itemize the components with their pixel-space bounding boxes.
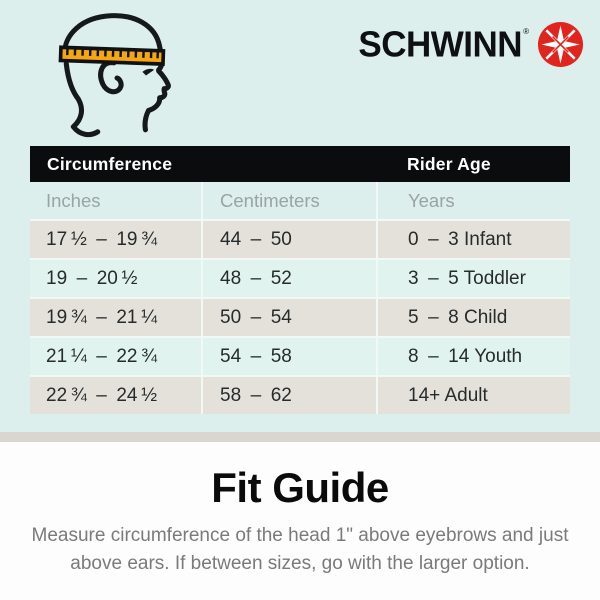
fit-guide-title: Fit Guide xyxy=(211,464,389,511)
inches-value: 19 – 20 ½ xyxy=(30,260,201,297)
centimeters-value: 50 – 54 xyxy=(203,299,376,336)
inches-value: 17 ½ – 19 ¾ xyxy=(30,221,201,258)
size-table xyxy=(30,146,570,414)
table-row xyxy=(30,260,570,297)
table-row xyxy=(30,221,570,258)
column-header-rider-age: Rider Age xyxy=(407,154,491,174)
age-value: 14+ Adult xyxy=(378,377,570,414)
measuring-tape-icon xyxy=(60,47,163,64)
head-measurement-icon xyxy=(56,10,174,144)
centimeters-value: 58 – 62 xyxy=(203,377,376,414)
registered-trademark: ® xyxy=(523,27,529,36)
fit-guide-section xyxy=(0,442,600,600)
inches-value: 19 ¾ – 21 ¼ xyxy=(30,299,201,336)
table-row xyxy=(30,338,570,375)
age-value: 8 – 14 Youth xyxy=(378,338,570,375)
eye-mark xyxy=(142,69,154,76)
table-row xyxy=(30,377,570,414)
schwinn-star-seal-icon xyxy=(537,21,584,68)
age-value: 5 – 8 Child xyxy=(378,299,570,336)
unit-header-years: Years xyxy=(378,182,570,219)
centimeters-value: 44 – 50 xyxy=(203,221,376,258)
centimeters-value: 54 – 58 xyxy=(203,338,376,375)
column-header-circumference: Circumference xyxy=(47,154,173,174)
inches-value: 22 ¾ – 24 ½ xyxy=(30,377,201,414)
unit-header-centimeters: Centimeters xyxy=(203,182,376,219)
unit-header-inches: Inches xyxy=(30,182,201,219)
unit-header-row xyxy=(30,182,570,219)
table-header-row xyxy=(30,146,570,182)
section-divider xyxy=(0,432,600,442)
table-body xyxy=(30,182,570,414)
fit-guide-description: Measure circumference of the head 1" above eyebrows and just above ears. If between sizes, go with the larger option. xyxy=(31,525,569,574)
table-row xyxy=(30,299,570,336)
age-value: 0 – 3 Infant xyxy=(378,221,570,258)
brand-logo xyxy=(358,21,584,68)
age-value: 3 – 5 Toddler xyxy=(378,260,570,297)
brand-name: SCHWINN xyxy=(358,23,523,65)
inches-value: 21 ¼ – 22 ¾ xyxy=(30,338,201,375)
centimeters-value: 48 – 52 xyxy=(203,260,376,297)
